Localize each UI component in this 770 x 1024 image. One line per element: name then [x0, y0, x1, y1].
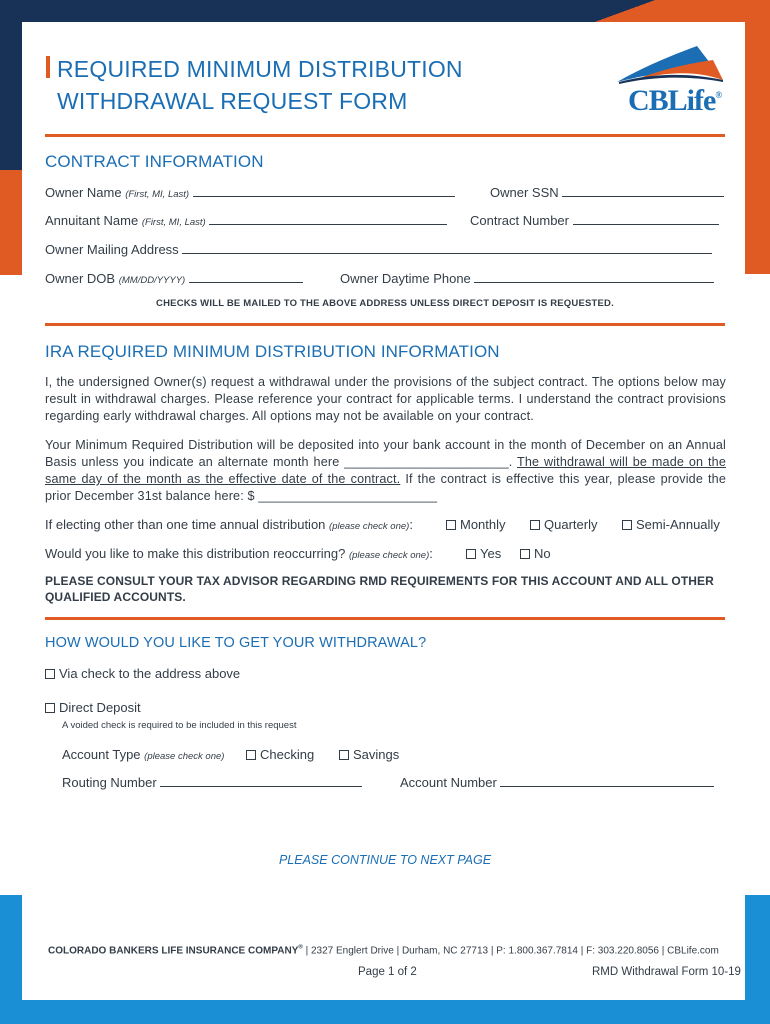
withdrawal-section-heading: HOW WOULD YOU LIKE TO GET YOUR WITHDRAWAL?	[45, 635, 427, 651]
monthly-checkbox[interactable]: Monthly	[446, 517, 506, 532]
rmd-deposit-paragraph: Your Minimum Required Distribution will be deposited into your bank account in the month of December on an Annual Basis unless you indicate an alternate month here _______________________. The withdrawal will be made on the same day of the month as the effective date of the contract. If the contract is effective this year, please provide the prior December 31st balance here: $ _________________________	[45, 438, 726, 503]
footer-company-info: COLORADO BANKERS LIFE INSURANCE COMPANY® | 2327 Englert Drive | Durham, NC 27713 | P: 1.800.367.7814 | F: 303.220.8056 | CBLife.com	[48, 945, 719, 957]
owner-name-input[interactable]	[193, 185, 455, 197]
page-number: Page 1 of 2	[358, 966, 417, 978]
owner-dob-input[interactable]	[189, 271, 303, 283]
no-checkbox[interactable]: No	[520, 546, 551, 561]
semiannually-checkbox[interactable]: Semi-Annually	[622, 517, 720, 532]
alternate-month-input[interactable]: _______________________	[344, 455, 509, 469]
december-balance-input[interactable]: _________________________	[258, 489, 438, 503]
checking-checkbox[interactable]: Checking	[246, 747, 314, 762]
ira-disclosure-paragraph: I, the undersigned Owner(s) request a withdrawal under the provisions of the subject contract. The options below may result in withdrawal charges. Please reference your contract for applicable terms. I understand the contract provisions regarding early withdrawal charges. All options may not be available on your contract.	[45, 375, 726, 423]
checkbox-icon[interactable]	[45, 669, 55, 679]
ira-section-heading: IRA REQUIRED MINIMUM DISTRIBUTION INFORMATION	[45, 342, 500, 361]
owner-name-field[interactable]: Owner Name (First, MI, Last)	[45, 185, 455, 200]
recurring-question: Would you like to make this distribution reoccurring? (please check one):	[45, 546, 433, 561]
section-divider	[45, 323, 725, 326]
contract-number-field[interactable]: Contract Number	[470, 213, 719, 228]
mailing-address-field[interactable]: Owner Mailing Address	[45, 242, 712, 257]
account-number-field[interactable]: Account Number	[400, 775, 714, 790]
owner-ssn-input[interactable]	[562, 185, 724, 197]
contract-section-heading: CONTRACT INFORMATION	[45, 152, 264, 171]
owner-dob-field[interactable]: Owner DOB (MM/DD/YYYY)	[45, 271, 303, 286]
top-right-accent	[580, 0, 770, 22]
cblife-logo-text: CBLife®	[628, 84, 722, 117]
mailing-notice: CHECKS WILL BE MAILED TO THE ABOVE ADDRESS UNLESS DIRECT DEPOSIT IS REQUESTED.	[156, 298, 614, 309]
savings-checkbox[interactable]: Savings	[339, 747, 399, 762]
right-accent-band	[745, 22, 770, 274]
page-title: REQUIRED MINIMUM DISTRIBUTION WITHDRAWAL REQUEST FORM	[57, 56, 463, 114]
mailing-address-input[interactable]	[182, 242, 712, 254]
routing-number-input[interactable]	[160, 775, 362, 787]
tax-advisor-note: PLEASE CONSULT YOUR TAX ADVISOR REGARDING RMD REQUIREMENTS FOR THIS ACCOUNT AND ALL OTHER QUALIFIED ACCOUNTS.	[45, 574, 714, 604]
checkbox-icon[interactable]	[45, 703, 55, 713]
direct-deposit-checkbox[interactable]: Direct Deposit	[45, 700, 141, 715]
daytime-phone-input[interactable]	[474, 271, 714, 283]
routing-number-field[interactable]: Routing Number	[62, 775, 362, 790]
voided-check-note: A voided check is required to be included in this request	[62, 720, 297, 731]
section-divider	[45, 617, 725, 620]
left-frame-band	[0, 0, 22, 170]
checkbox-icon[interactable]	[446, 520, 456, 530]
account-type-label: Account Type (please check one)	[62, 747, 225, 762]
quarterly-checkbox[interactable]: Quarterly	[530, 517, 597, 532]
contract-number-input[interactable]	[573, 213, 719, 225]
owner-ssn-field[interactable]: Owner SSN	[490, 185, 724, 200]
annuitant-name-input[interactable]	[209, 213, 447, 225]
yes-checkbox[interactable]: Yes	[466, 546, 501, 561]
via-check-checkbox[interactable]: Via check to the address above	[45, 666, 240, 681]
checkbox-icon[interactable]	[246, 750, 256, 760]
checkbox-icon[interactable]	[466, 549, 476, 559]
section-divider	[45, 134, 725, 137]
form-identifier: RMD Withdrawal Form 10-19	[592, 966, 741, 978]
left-accent-band	[0, 170, 22, 275]
daytime-phone-field[interactable]: Owner Daytime Phone	[340, 271, 714, 286]
checkbox-icon[interactable]	[622, 520, 632, 530]
checkbox-icon[interactable]	[520, 549, 530, 559]
checkbox-icon[interactable]	[339, 750, 349, 760]
annuitant-name-field[interactable]: Annuitant Name (First, MI, Last)	[45, 213, 447, 228]
account-number-input[interactable]	[500, 775, 714, 787]
frequency-question: If electing other than one time annual distribution (please check one):	[45, 517, 413, 532]
title-accent-bar	[46, 56, 50, 78]
continue-notice: PLEASE CONTINUE TO NEXT PAGE	[278, 853, 492, 867]
checkbox-icon[interactable]	[530, 520, 540, 530]
